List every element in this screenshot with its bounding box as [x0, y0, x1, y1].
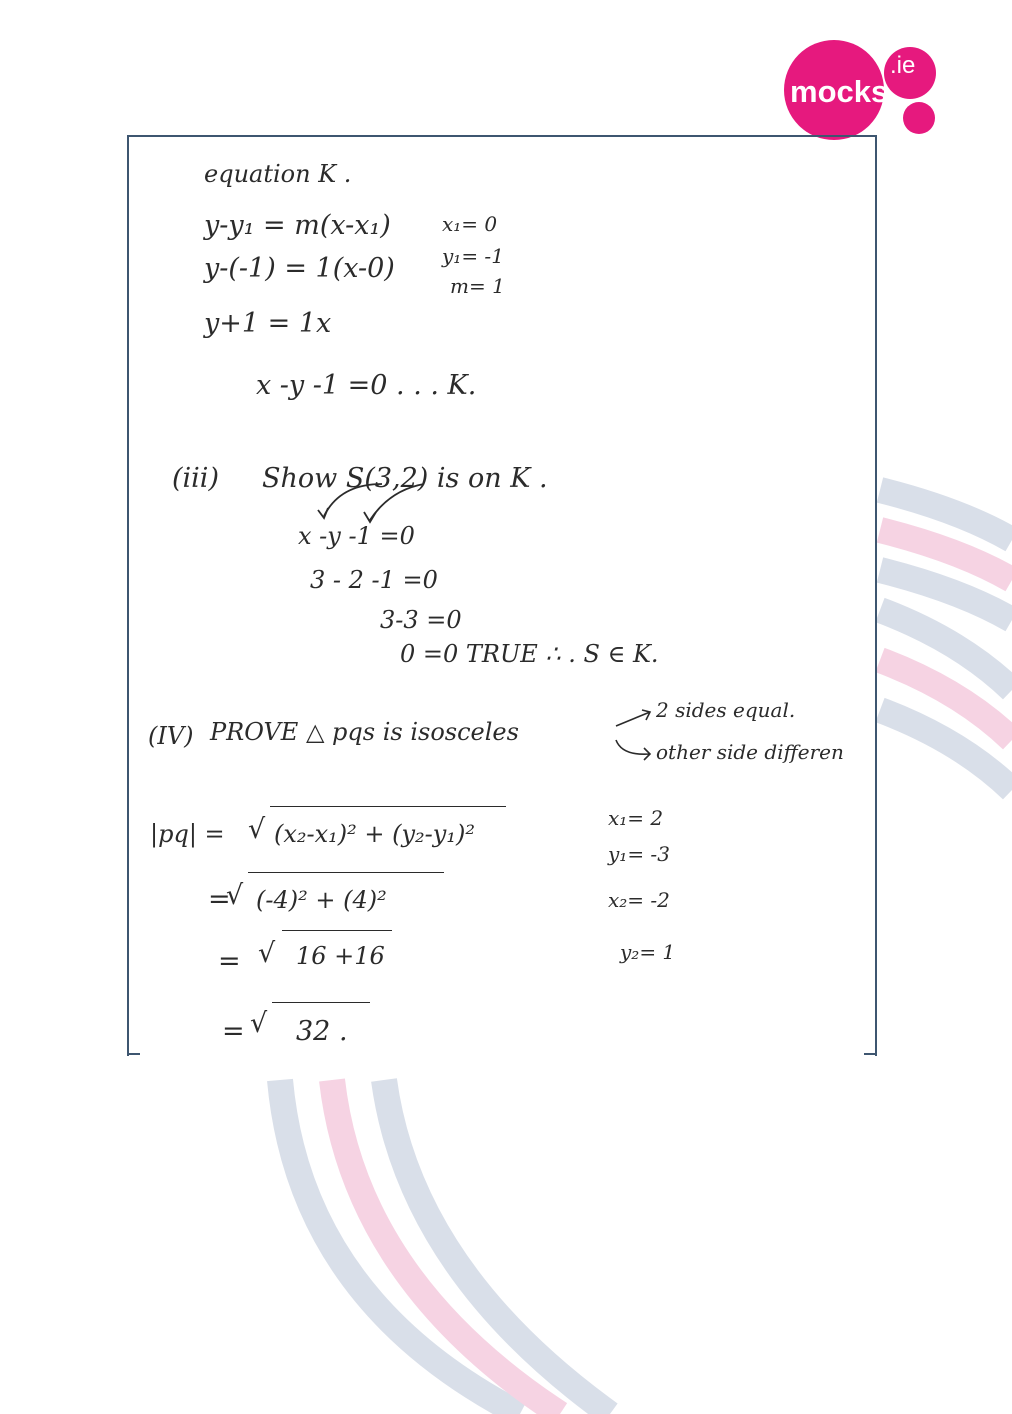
coord-x2: x₂= -2 — [608, 888, 670, 912]
equals-4: = — [222, 1016, 245, 1047]
substitution-line: y-(-1) = 1(x-0) — [204, 253, 395, 284]
simplified-line: y+1 = 1x — [204, 308, 332, 339]
coord-x1: x₁= 2 — [608, 806, 664, 830]
part-iii-label: (iii) — [172, 463, 219, 494]
sqrt-bar-2 — [248, 872, 444, 873]
equation-k-result: x -y -1 =0 . . . K. — [256, 370, 477, 401]
distance-lhs: |pq| = — [150, 820, 225, 848]
sqrt-sign-4: √ — [250, 1008, 268, 1039]
distance-step-2: (-4)² + (4)² — [256, 886, 387, 914]
given-y1: y₁= -1 — [442, 244, 504, 268]
equals-3: = — [218, 946, 241, 977]
logo-word: mocks — [790, 74, 889, 109]
isosceles-note-2: other side differen — [656, 740, 844, 764]
check-line-2: 3 - 2 -1 =0 — [310, 566, 438, 594]
mocks-ie-logo — [778, 40, 948, 140]
sqrt-sign-2: √ — [226, 880, 244, 911]
substitution-arrows — [300, 476, 460, 526]
isosceles-note-1: 2 sides equal. — [656, 698, 796, 722]
coord-y1: y₁= -3 — [608, 842, 670, 866]
sqrt-bar-1 — [270, 806, 506, 807]
part-iv-statement: PROVE △ pqs is isosceles — [210, 718, 519, 746]
check-line-1: x -y -1 =0 — [298, 522, 415, 550]
given-m: m= 1 — [450, 274, 505, 298]
point-slope-formula: y-y₁ = m(x-x₁) — [204, 210, 391, 241]
check-line-4: 0 =0 TRUE ∴ . S ∈ K. — [400, 640, 659, 668]
distance-step-3: 16 +16 — [296, 942, 385, 970]
coord-y2: y₂= 1 — [620, 940, 676, 964]
part-iv-label: (IV) — [148, 722, 194, 750]
sqrt-bar-4 — [272, 1002, 370, 1003]
distance-result: 32 . — [296, 1016, 348, 1047]
logo-suffix: .ie — [890, 52, 916, 79]
check-line-3: 3-3 =0 — [380, 606, 462, 634]
sqrt-sign-3: √ — [258, 938, 276, 969]
equation-k-heading: equation K . — [204, 160, 352, 188]
equals-2: = — [208, 884, 231, 915]
part-iii-statement: Show S(3,2) is on K . — [262, 463, 548, 494]
sqrt-sign-1: √ — [248, 814, 266, 845]
sqrt-bar-3 — [282, 930, 392, 931]
note-arrows — [612, 702, 662, 772]
distance-rhs: (x₂-x₁)² + (y₂-y₁)² — [274, 820, 475, 848]
given-x1: x₁= 0 — [442, 212, 498, 236]
